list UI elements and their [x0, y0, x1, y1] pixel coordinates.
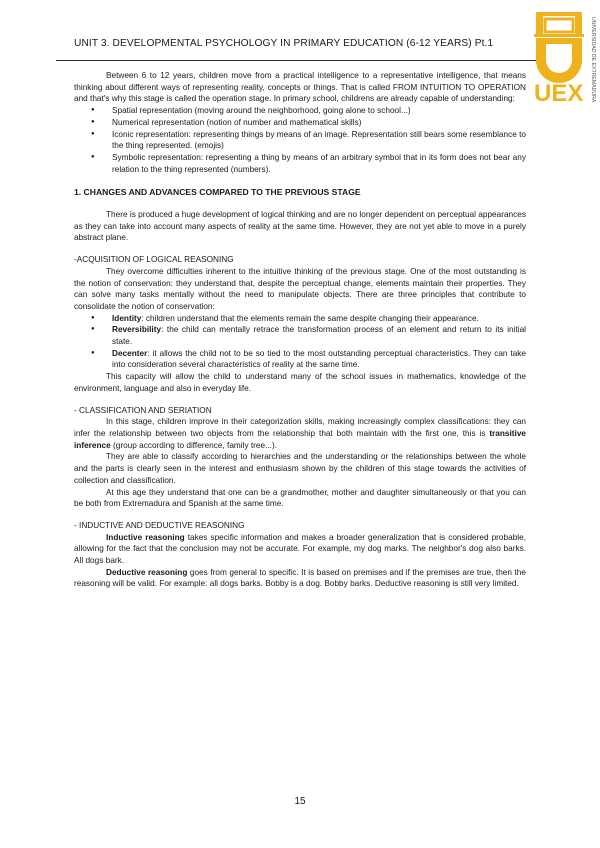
- list-item: [112, 313, 526, 325]
- list-item: ● Spatial representation (moving around the neighborhood, going alone to school...): [112, 105, 526, 117]
- deductive-paragraph: [74, 567, 526, 590]
- page-body: [74, 70, 526, 590]
- term-definition: : children understand that the elements remain the same despite changing their appearance.: [141, 313, 479, 323]
- term-identity: Identity: [112, 313, 142, 323]
- text-run: In this stage, children improve in their categorization skills, making increasingly complex classifications: they can infer the relationship between two objects from the relationship that both maintain with the first one, this is: [74, 417, 526, 438]
- term-transitive-inference: transitive inference: [74, 428, 526, 450]
- term-definition: : it allows the child not to be so tied to the most outstanding perceptual characteristics. They can take into consideration several characteristics of reality at the same time.: [112, 348, 526, 370]
- intro-bullet-list: [74, 105, 526, 175]
- page-number: 15: [294, 796, 306, 807]
- header-divider: [56, 60, 546, 61]
- text-run: (group according to difference, family tree...).: [110, 440, 277, 450]
- logical-paragraph: They overcome difficulties inherent to the intuitive thinking of the previous stage. One of the most outstanding is the notion of conservation: they understand that, despite the perceptual change, elements maintain their properties. They can solve many tasks mentally without the need to manipulate objects. There are three principles that contribute to consolidate the notion of conservation:: [74, 266, 526, 311]
- inductive-paragraph: [74, 532, 526, 567]
- list-item: [112, 324, 526, 347]
- term-definition: : the child can mentally retrace the transformation process of an element and return to its initial state.: [112, 325, 526, 347]
- list-item: ● Numerical representation (notion of number and mathematical skills): [112, 117, 526, 129]
- university-logo: [532, 10, 586, 107]
- list-item: ● Symbolic representation: representing a thing by means of an arbitrary symbol that in its form does not bear any relation to the thing represented (numbers).: [112, 152, 526, 175]
- subsection-title-logical: -ACQUISITION OF LOGICAL REASONING: [74, 255, 234, 265]
- subsection-title-reasoning: - INDUCTIVE AND DEDUCTIVE REASONING: [74, 520, 245, 530]
- list-item: ● Iconic representation: representing things by means of an image. Representation still bears some resemblance to the thing represented. (emojis): [112, 129, 526, 152]
- term-deductive: Deductive reasoning: [106, 567, 188, 577]
- list-item: [112, 348, 526, 371]
- classification-paragraph-2: They are able to classify according to hierarchies and the understanding or the relationships between the whole and the parts is clearly seen in the interest and enthusiasm shown by the children of this stage towards the activities of collection and classification.: [74, 452, 526, 485]
- logo-letters: UEX: [534, 80, 584, 107]
- term-inductive: Inductive reasoning: [106, 532, 185, 542]
- classification-paragraph-1: [74, 416, 526, 451]
- term-reversibility: Reversibility: [112, 325, 162, 335]
- classification-paragraph-3: At this age they understand that one can be a grandmother, mother and daughter simultaneously or that you can be both from Extremadura and Spanish at the same time.: [74, 487, 526, 509]
- subsection-title-classification: - CLASSIFICATION AND SERIATION: [74, 405, 212, 415]
- university-name: UNIVERSIDAD DE EXTREMADURA: [590, 17, 596, 103]
- text-run: goes from general to specific. It is based on premises and if the premises are true, then the reasoning will be valid. For example: all dogs barks. Bobby is a dog. Bobby barks. Deductive reasoning is still very limited.: [74, 567, 526, 589]
- term-decenter: Decenter: [112, 348, 148, 358]
- section1-paragraph: There is produced a huge development of logical thinking and are no longer dependent on perceptual appearances as they can take into account many aspects of reality at the same time. However, they are not yet able to move in a purely abstract plane.: [74, 210, 526, 243]
- university-name-vertical: [585, 15, 595, 107]
- page-header-title: UNIT 3. DEVELOPMENTAL PSYCHOLOGY IN PRIMARY EDUCATION (6-12 YEARS) Pt.1: [74, 38, 494, 49]
- conservation-principles-list: [74, 313, 526, 372]
- section-heading: 1. CHANGES AND ADVANCES COMPARED TO THE PREVIOUS STAGE: [74, 187, 361, 198]
- logical-closing: This capacity will allow the child to understand many of the school issues in mathematics, knowledge of the environment, language and also in everyday life.: [74, 372, 526, 393]
- text-run: takes specific information and makes a broader generalization that is considered probable, allowing for the fact that the conclusion may not be accurate. For example, my dog marks. The neighbor's dog also barks. All dogs bark.: [74, 532, 526, 566]
- intro-paragraph: Between 6 to 12 years, children move from a practical intelligence to a representative intelligence, that means thinking about different ways of representing reality, concepts or things. That is called FROM INTUITION TO OPERATION and that's why this stage is called the operation stage. In primary school, childrens are already capable of understanding:: [74, 71, 526, 104]
